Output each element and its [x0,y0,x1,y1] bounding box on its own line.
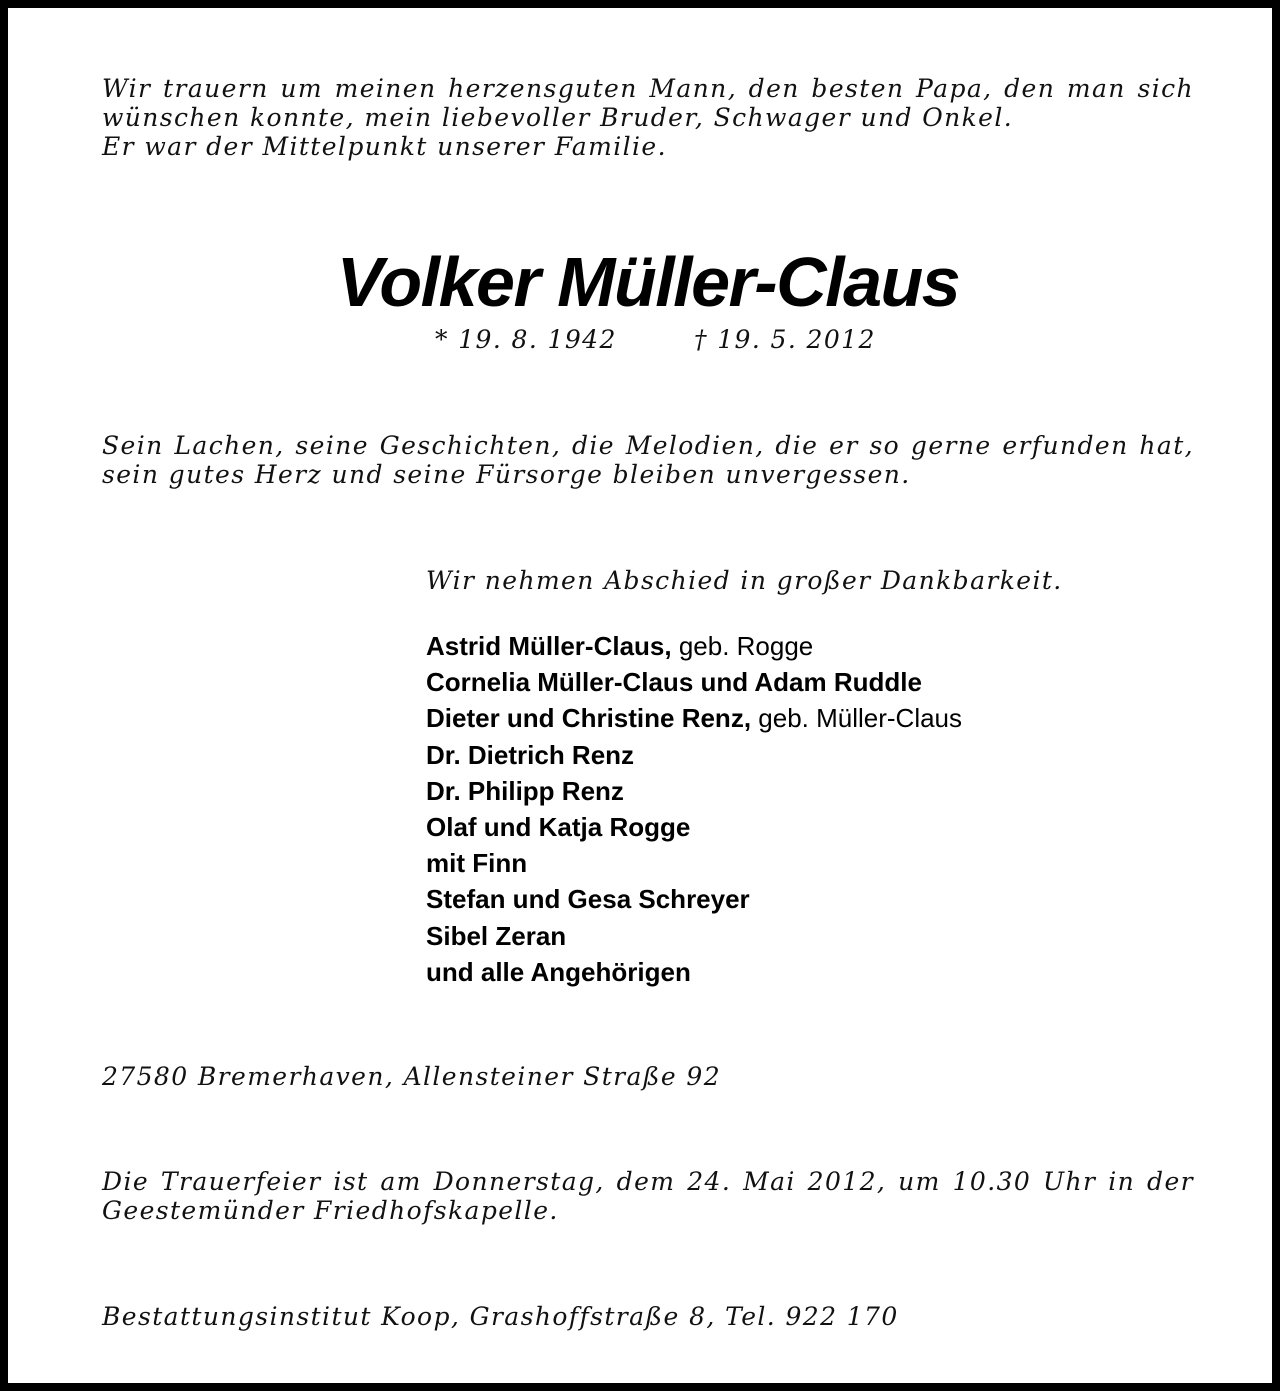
mourner-name: mit Finn [426,848,528,879]
birth-date: * 19. 8. 1942 [435,325,617,354]
intro-line: Er war der Mittelpunkt unserer Familie. [102,132,667,161]
mourner-entry [426,773,962,809]
legacy-paragraph [102,431,1194,489]
mourner-suffix: geb. Rogge [671,631,814,661]
farewell-line: Wir nehmen Abschied in großer Dankbarkeit. [426,566,1063,595]
mourner-entry [426,881,962,917]
mourner-entry [426,845,962,881]
mourner-name: und alle Angehörigen [426,956,691,987]
death-date: † 19. 5. 2012 [694,325,876,354]
intro-paragraph [102,74,1194,161]
service-line: Die Trauerfeier ist am Donnerstag, dem 24. Mai 2012, um 10.30 Uhr in der [102,1167,1194,1196]
mourner-entry [426,664,962,700]
legacy-line: sein gutes Herz und seine Fürsorge bleiben unvergessen. [102,460,911,489]
mourner-name: Olaf und Katja Rogge [426,811,691,842]
mourner-entry [426,918,962,954]
mourner-name: Dr. Philipp Renz [426,775,624,806]
mourners-list [426,628,962,990]
service-line: Geestemünder Friedhofskapelle. [102,1196,559,1225]
legacy-line: Sein Lachen, seine Geschichten, die Melodien, die er so gerne erfunden hat, [102,431,1194,460]
mourner-name: Astrid Müller-Claus, [426,631,672,661]
mourner-suffix: geb. Müller-Claus [751,703,963,734]
mourner-entry [426,737,962,773]
mourner-entry [426,954,962,990]
undertaker-line: Bestattungsinstitut Koop, Grashoffstraße 8, Tel. 922 170 [102,1302,899,1331]
family-address [102,1062,1194,1091]
intro-line: wünschen konnte, mein liebevoller Bruder, Schwager und Onkel. [102,103,1014,132]
mourner-entry [426,700,962,736]
funeral-service-paragraph [102,1167,1194,1225]
deceased-name: Volker Müller-Claus [336,243,960,321]
mourner-name: Stefan und Gesa Schreyer [426,884,750,915]
mourner-name: Sibel Zeran [426,920,567,951]
address-line: 27580 Bremerhaven, Allensteiner Straße 92 [102,1062,722,1091]
intro-line: Wir trauern um meinen herzensguten Mann, den besten Papa, den man sich [102,74,1194,103]
undertaker-info [102,1302,1194,1331]
mourner-name: Dr. Dietrich Renz [426,739,635,770]
mourner-entry [426,628,962,664]
mourner-name: Cornelia Müller-Claus und Adam Ruddle [426,667,922,698]
mourner-entry [426,809,962,845]
mourner-name: Dieter und Christine Renz, [426,703,752,734]
